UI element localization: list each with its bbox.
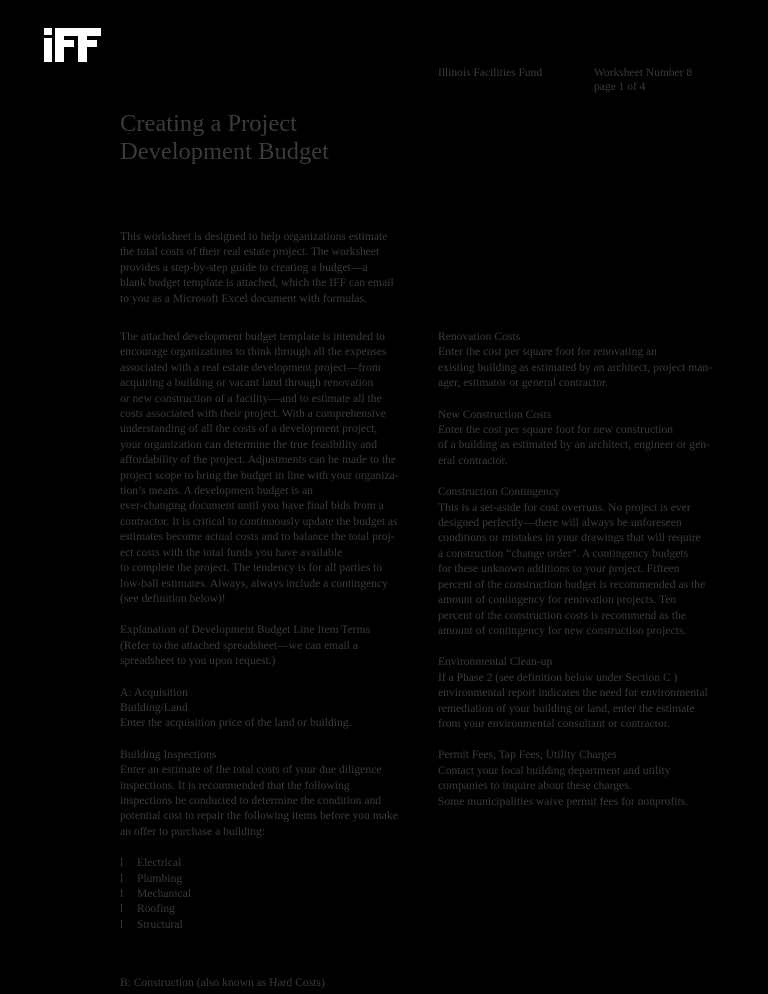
permit-fees-section [438,747,738,809]
new-construction-costs-section [438,407,738,469]
list-item-label: Plumbing [137,871,183,885]
list-item [120,901,420,916]
building-inspections-section [120,747,420,839]
intro-line: blank budget template is attached, which the IFF can email [120,276,394,290]
text-line: an offer to purchase a building: [120,824,265,838]
bullet-icon: l [120,856,124,870]
text-line: remediation of your building or land, enter the estimate [438,701,695,715]
text-line: contractor. It is critical to continuously update the budget as [120,514,398,528]
org-name-text: Illinois Facilities Fund [438,67,543,79]
worksheet-number: Worksheet Number 8 [594,67,693,79]
iff-logo [40,20,102,62]
text-line: inspections be conducted to determine the condition and [120,793,382,807]
environmental-cleanup-section [438,654,738,731]
text-line: Enter the cost per square foot for renovating an [438,345,657,359]
text-line: project scope to bring the budget in line with your organiza- [120,468,399,482]
acquisition-section [120,685,420,731]
subsection-heading: Renovation Costs [438,330,521,343]
intro-paragraph [120,229,420,306]
text-line: encourage organizations to think through all the expenses [120,345,387,359]
text-line: percent of the construction budget is recommended as the [438,577,706,591]
right-column [438,329,738,809]
list-item [120,855,420,870]
section-heading: A: Acquisition [120,685,188,699]
list-item [120,886,420,901]
text-line: Enter the cost per square foot for new construction [438,423,674,437]
section-heading: Explanation of Development Budget Line Item Terms [120,623,371,637]
bullet-icon: l [120,917,124,931]
text-line: Enter an estimate of the total costs of your due diligence [120,763,382,777]
subsection-heading: New Construction Costs [438,407,552,421]
list-item-label: Electrical [137,856,182,870]
subsection-heading: Construction Contingency [438,485,561,499]
bullet-icon: l [120,871,124,885]
intro-line: to you as a Microsoft Excel document with formulas. [120,291,367,305]
text-line: The attached development budget template is intended to [120,330,385,343]
text-line: affordability of the project. Adjustments can be made to the [120,453,397,467]
left-column [120,329,420,932]
intro-line: This worksheet is designed to help organizations estimate [120,230,388,243]
list-item-label: Roofing [137,902,176,916]
text-line: a construction “change order”. A contingency budgets [438,546,689,560]
worksheet-info [594,66,692,94]
text-line: ect costs with the total funds you have available [120,545,343,559]
construction-section-heading: B: Construction (also known as Hard Costs) [120,976,325,989]
text-line: environmental report indicates the need for environmental [438,686,708,700]
text-line: Contact your local building department and utility [438,763,671,777]
text-line: companies to inquire about these charges. [438,779,632,793]
text-line: for these unknown additions to your project. Fifteen [438,562,680,576]
text-line: to complete the project. The tendency is for all parties to [120,561,383,575]
page-number: page 1 of 4 [594,81,646,93]
bullet-icon: l [120,887,124,900]
text-line: amount of contingency for renovation projects. Ten [438,593,677,607]
text-line: inspections. It is recommended that the following [120,778,350,792]
text-line: conditions or mistakes in your drawings that will require [438,531,701,545]
text-line: tion’s means. A development budget is an [120,484,313,498]
text-line: acquiring a building or vacant land through renovation [120,376,374,390]
title-line-1: Creating a Project [120,110,297,137]
text-line: estimates become actual costs and to balance the total proj- [120,530,395,544]
subsection-heading: Building Inspections [120,747,217,761]
text-line: potential cost to repair the following items before you make [120,809,398,823]
text-line: ager, estimator or general contractor. [438,376,609,390]
text-line: from your environmental consultant or contractor. [438,716,670,730]
org-name [438,66,542,80]
text-line: your organization can determine the true feasibility and [120,437,378,451]
subsection-heading: Environmental Clean-up [438,655,553,669]
text-line: ever-changing document until you have final bids from a [120,499,384,513]
list-item-label: Mechanical [137,887,192,900]
text-line: low-ball estimates. Always, always include a contingency [120,576,388,590]
text-line: (see definition below)! [120,591,226,605]
intro-line: the total costs of their real estate project. The worksheet [120,245,380,259]
text-line: existing building as estimated by an architect, project man- [438,360,712,374]
text-line: Enter the acquisition price of the land or building. [120,716,352,730]
text-line: costs associated with their project. With a comprehensive [120,407,386,421]
subsection-heading: Building/Land [120,700,188,714]
text-line: understanding of all the costs of a development project, [120,422,378,436]
text-line: or new construction of a facility—and to estimate all the [120,391,382,405]
text-line: Some municipalities waive permit fees for nonprofits. [438,794,689,808]
overview-paragraph [120,329,420,606]
construction-contingency-section [438,484,738,638]
text-line: associated with a real estate development project—from [120,360,381,374]
line-item-terms-heading [120,622,420,668]
title-line-2: Development Budget [120,138,329,165]
list-item [120,871,420,886]
list-item [120,917,420,932]
text-line: amount of contingency for new construction projects. [438,623,687,637]
text-line: This is a set-aside for cost overruns. No project is ever [438,500,691,514]
text-line: spreadsheet to you upon request.) [120,654,276,668]
subsection-heading: Permit Fees, Tap Fees, Utility Charges [438,748,617,762]
text-line: percent of the construction costs is recommend as the [438,608,686,622]
bullet-icon: l [120,902,124,916]
page-title [120,110,329,166]
inspection-list [120,855,420,932]
text-line: eral contractor. [438,453,508,467]
text-line: (Refer to the attached spreadsheet—we can email a [120,638,358,652]
text-line: If a Phase 2 (see definition below under Section C ) [438,670,678,684]
intro-line: provides a step-by-step guide to creating a budget—a [120,260,368,274]
text-line: of a building as estimated by an architect, engineer or gen- [438,438,711,452]
text-line: designed perfectly—there will always be unforeseen [438,516,682,530]
renovation-costs-section [438,329,738,391]
list-item-label: Structural [137,917,183,931]
